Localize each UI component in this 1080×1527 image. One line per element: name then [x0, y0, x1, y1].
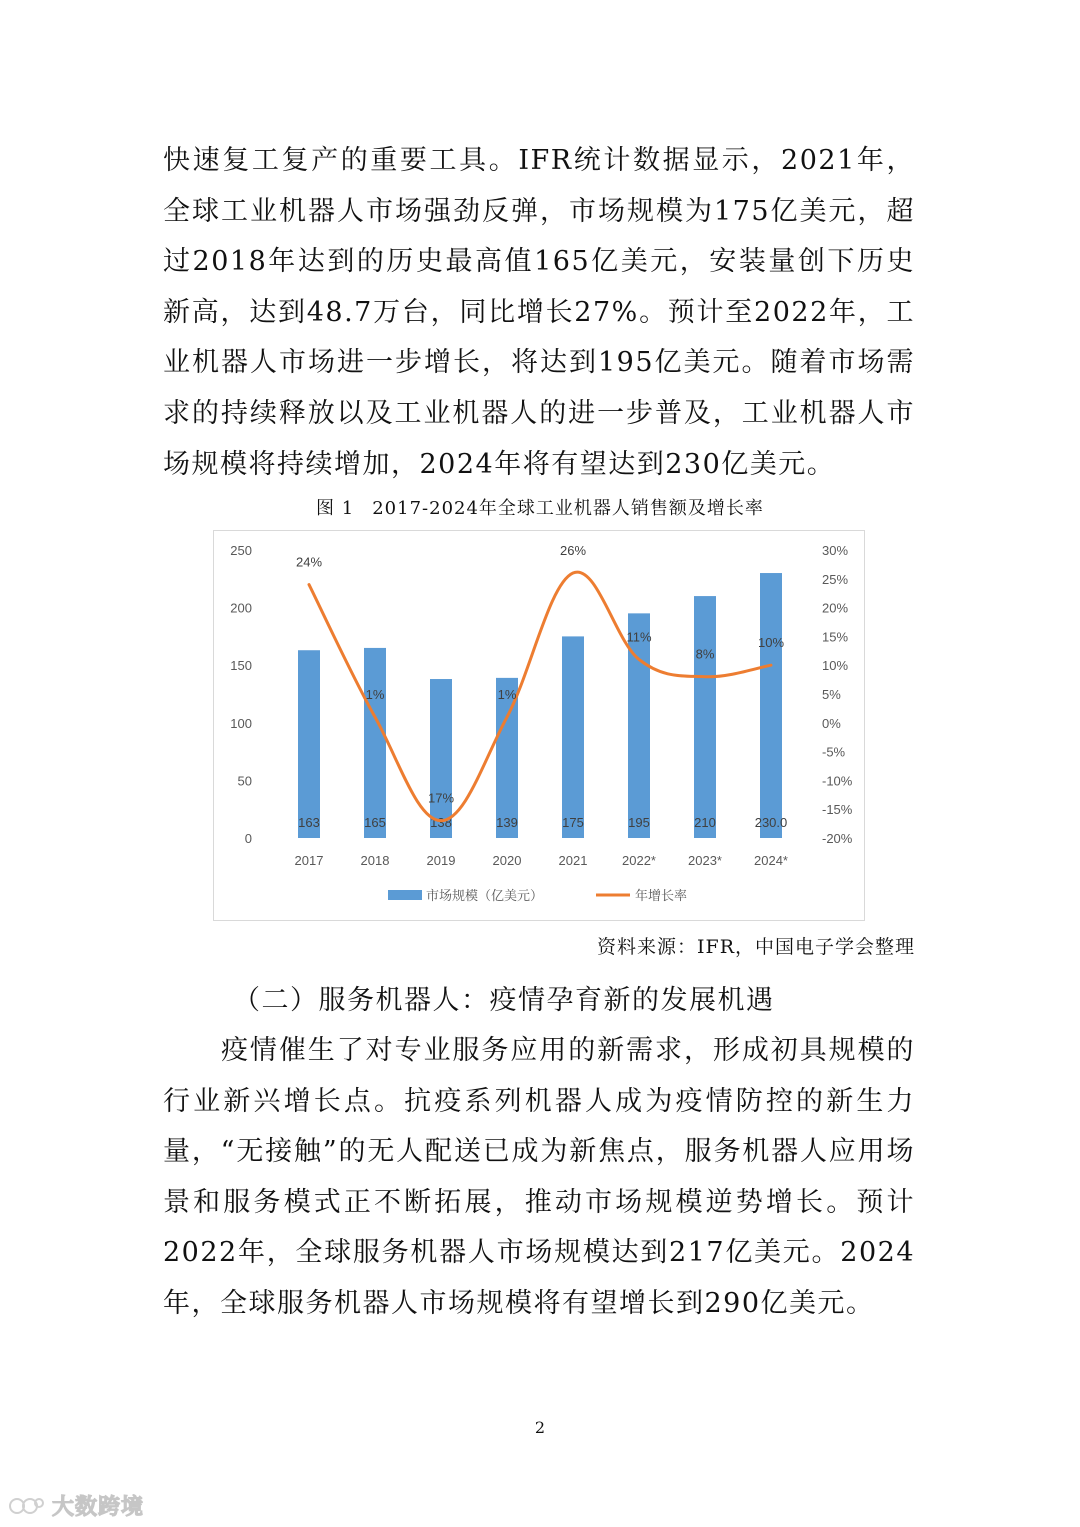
x-axis-tick-label: 2019: [426, 853, 456, 868]
line-value-label: 26%: [559, 543, 587, 559]
page-number: 2: [534, 1418, 546, 1437]
left-axis-tick-label: 150: [230, 658, 252, 674]
watermark-text: 大数跨境: [52, 1495, 145, 1520]
x-axis-tick-label: 2024*: [754, 853, 788, 868]
x-axis-tick-label: 2021: [558, 853, 588, 868]
watermark: [8, 1490, 144, 1521]
intro-paragraph: 快速复工复产的重要工具。IFR统计数据显示，2021年，全球工业机器人市场强劲反弹，市场规模为175亿美元，超过2018年达到的历史最高值165亿美元，安装量创下历史新高，达到48.7万台，同比增长27%。预计至2022年，工业机器人市场进一步增长，将达到195亿美元。随着市场需求的持续释放以及工业机器人的进一步普及，工业机器人市场规模将持续增加，2024年将有望达到230亿美元。: [163, 145, 915, 480]
bar: [364, 648, 386, 838]
figure-caption: [0, 494, 1080, 520]
line-value-label: 24%: [295, 554, 323, 570]
right-axis-tick-label: -20%: [822, 831, 853, 846]
bar-value-label: 230.0: [754, 815, 788, 830]
chart-container: [213, 530, 865, 921]
left-axis-tick-label: 0: [244, 831, 252, 846]
line-value-label: 1%: [497, 687, 517, 703]
service-robot-paragraph: 疫情催生了对专业服务应用的新需求，形成初具规模的行业新兴增长点。抗疫系列机器人成为疫情防控的新生力量，“无接触”的无人配送已成为新焦点，服务机器人应用场景和服务模式正不断拓展，推动市场规模逆势增长。预计2022年，全球服务机器人市场规模达到217亿美元。2024年，全球服务机器人市场规模将有望增长到290亿美元。: [163, 1035, 915, 1319]
x-axis-tick-label: 2020: [492, 853, 522, 868]
right-axis-tick-label: 0%: [822, 715, 841, 731]
legend-bar-swatch: [388, 890, 422, 900]
left-axis-tick-label: 50: [237, 773, 252, 789]
figure-title: 2017-2024年全球工业机器人销售额及增长率: [372, 498, 764, 519]
bar: [562, 636, 584, 838]
bar-value-label: 163: [298, 815, 320, 830]
figure-number: 图 1: [316, 498, 355, 519]
x-axis-tick-label: 2022*: [622, 853, 656, 868]
right-axis-tick-label: 25%: [822, 571, 849, 587]
left-axis-tick-label: 250: [230, 543, 252, 558]
bar: [757, 573, 785, 838]
right-axis-tick-label: -10%: [822, 773, 853, 789]
bar-value-label: 165: [364, 815, 386, 830]
x-axis-tick-label: 2017: [294, 853, 324, 868]
line-value-label: 8%: [695, 646, 715, 662]
left-axis-tick-label: 100: [230, 715, 252, 731]
line-value-label: 17%: [427, 790, 455, 806]
section-heading: （二）服务机器人：疫情孕育新的发展机遇: [233, 985, 775, 1016]
right-axis-tick-label: 30%: [822, 543, 849, 558]
bar-value-label: 195: [628, 815, 650, 830]
bar: [628, 613, 650, 838]
left-axis-tick-label: 200: [230, 600, 252, 616]
line-value-label: 1%: [365, 687, 385, 703]
source-note: 资料来源：IFR，中国电子学会整理: [597, 936, 915, 958]
bar-value-label: 210: [694, 815, 716, 830]
legend-bar-label: 市场规模（亿美元）: [426, 888, 544, 903]
sales-growth-chart: [214, 531, 864, 920]
bar-value-label: 138: [430, 815, 452, 830]
bar: [694, 596, 716, 838]
bar: [298, 650, 320, 838]
x-axis-tick-label: 2023*: [688, 853, 722, 868]
line-value-label: 11%: [626, 629, 652, 645]
right-axis-tick-label: -5%: [822, 744, 846, 760]
legend-line-label: 年增长率: [635, 888, 688, 903]
right-axis-tick-label: -15%: [822, 802, 853, 818]
right-axis-tick-label: 20%: [822, 600, 849, 616]
line-value-label: 10%: [757, 635, 785, 651]
bar-value-label: 175: [562, 815, 584, 830]
right-axis-tick-label: 15%: [822, 629, 849, 645]
right-axis-tick-label: 5%: [822, 687, 841, 702]
x-axis-tick-label: 2018: [360, 853, 390, 868]
right-axis-tick-label: 10%: [822, 658, 849, 674]
watermark-logo-icon: [8, 1495, 46, 1517]
bar-value-label: 139: [496, 815, 518, 830]
